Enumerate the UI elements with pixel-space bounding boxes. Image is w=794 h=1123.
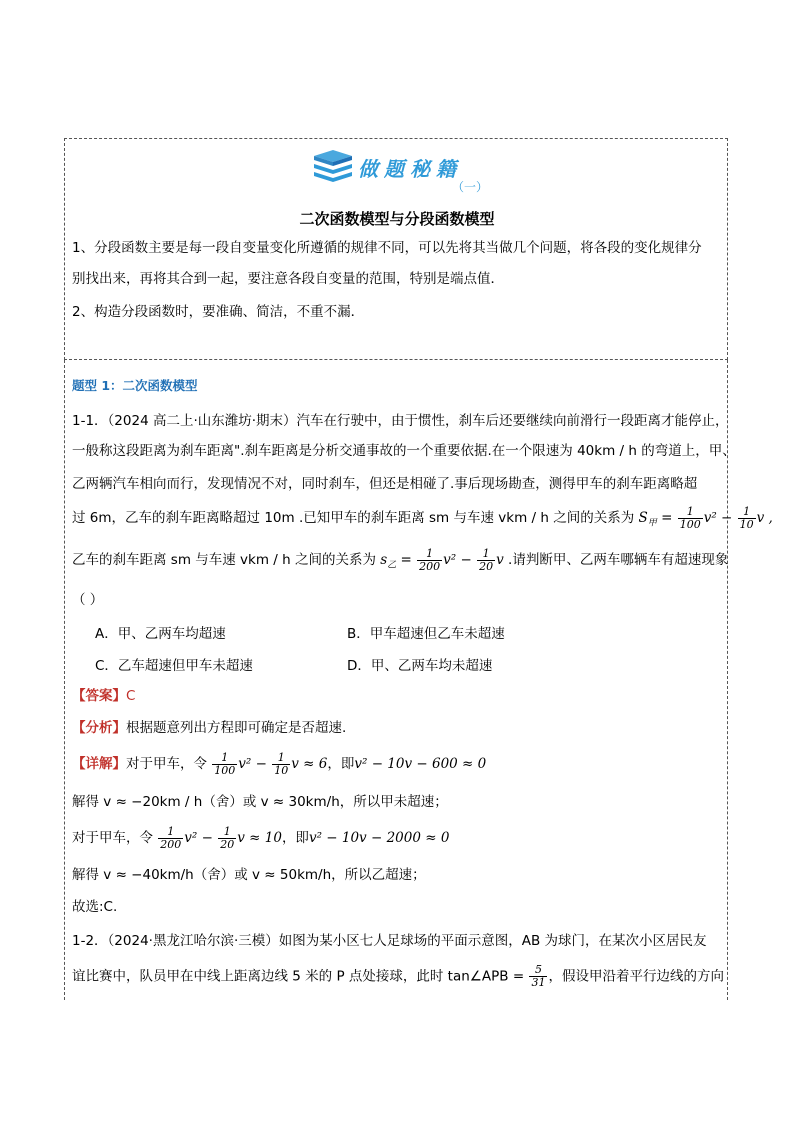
page-title: 二次函数模型与分段函数模型 <box>299 210 495 228</box>
solution-2: 解得 v ≈ −40km/h（舍）或 v ≈ 50km/h，所以乙超速； <box>72 867 426 883</box>
tip-line-3: 2、构造分段函数时，要准确、简洁，不重不漏． <box>72 304 365 320</box>
brand-title: 做题秘籍 <box>358 157 462 181</box>
option-a: A．甲、乙两车均超速 <box>95 626 226 642</box>
detail-text-2a: 对于甲车，令 <box>72 830 153 846</box>
detail-text-1b: ，即 <box>327 756 355 772</box>
analysis-line <box>72 718 346 738</box>
answer-paren: （ ） <box>72 592 104 608</box>
analysis-text: 根据题意列出方程即可确定是否超速. <box>126 720 347 736</box>
tip-line-1: 1、分段函数主要是每一段自变量变化所遵循的规律不同，可以先将其当做几个问题，将各段的变化规律分 <box>72 240 702 256</box>
q1-line-4-text: 过 6m，乙车的刹车距离略超过 10m .已知甲车的刹车距离 sm 与车速 vkm / h 之间的关系为 <box>72 510 635 526</box>
frame-left-rule <box>64 360 65 1000</box>
q1-line-5 <box>72 548 728 576</box>
q1-line-3: 乙两辆汽车相向而行，发现情况不对，同时刹车，但还是相碰了.事后现场勘查，测得甲车的刹车距离略超 <box>72 476 698 492</box>
equation-2: $\frac{1}{200}$ v² − $\frac{1}{20}$ v ≈ 10 <box>160 825 282 851</box>
answer-tag: 【答案】 <box>72 688 126 704</box>
equation-1b: v² − 10v − 600 ≈ 0 <box>354 756 487 772</box>
tip-line-2: 别找出来，再将其合到一起，要注意各段自变量的范围，特别是端点值． <box>72 271 504 287</box>
q1-line-4 <box>72 506 773 534</box>
book-stack-icon <box>312 150 354 184</box>
answer-value: C <box>126 688 136 704</box>
analysis-tag: 【分析】 <box>72 720 126 736</box>
detail-text-1a: 对于甲车，令 <box>126 756 207 772</box>
equation-2b: v² − 10v − 2000 ≈ 0 <box>308 830 450 846</box>
detail-line-2 <box>72 826 449 851</box>
topic-heading: 题型 1：二次函数模型 <box>72 378 198 393</box>
q2-line-2-text: 谊比赛中，队员甲在中线上距离边线 5 米的 P 点处接球，此时 tan∠APB = <box>72 968 525 985</box>
q2-line-2 <box>72 964 724 989</box>
choose-line: 故选:C. <box>72 899 118 915</box>
q2-line-2-tail: ，假设甲沿着平行边线的方向 <box>548 968 724 985</box>
detail-text-2b: ，即 <box>281 830 309 846</box>
option-b: B．甲车超速但乙车未超速 <box>347 626 505 642</box>
formula-jia: $S_甲$ = $\frac{1}{100}$ v² − $\frac{1}{10}$ v , <box>638 505 773 531</box>
option-c: C．乙车超速但甲车未超速 <box>95 658 253 674</box>
q1-line-1: 1-1．（2024 高二上·山东潍坊·期末）汽车在行驶中，由于惯性，刹车后还要继续向前滑行一段距离才能停止， <box>72 413 729 429</box>
equation-1: $\frac{1}{100}$ v² − $\frac{1}{10}$ v ≈ 6 <box>214 751 328 777</box>
q1-line-5-tail: .请判断甲、乙两车哪辆车有超速现象 <box>508 552 729 568</box>
detail-line-1 <box>72 752 486 777</box>
formula-yi: $s_乙$ = $\frac{1}{200}$ v² − $\frac{1}{20}$ v <box>380 547 504 573</box>
tan-fraction: $\frac{5}{31}$ <box>531 963 546 989</box>
q1-line-5-text: 乙车的刹车距离 sm 与车速 vkm / h 之间的关系为 <box>72 552 376 568</box>
q1-line-2: 一般称这段距离为刹车距离".刹车距离是分析交通事故的一个重要依据.在一个限速为 40km / h 的弯道上，甲、 <box>72 443 736 459</box>
option-d: D．甲、乙两车均未超速 <box>347 658 493 674</box>
solution-1: 解得 v ≈ −20km / h（舍）或 v ≈ 30km/h，所以甲未超速； <box>72 794 448 810</box>
q2-line-1: 1-2．（2024·黑龙江哈尔滨·三模）如图为某小区七人足球场的平面示意图，AB 为球门，在某次小区居民友 <box>72 933 707 949</box>
answer-line <box>72 686 135 706</box>
detail-tag: 【详解】 <box>72 756 126 772</box>
brand-subtitle: （一） <box>452 180 489 194</box>
